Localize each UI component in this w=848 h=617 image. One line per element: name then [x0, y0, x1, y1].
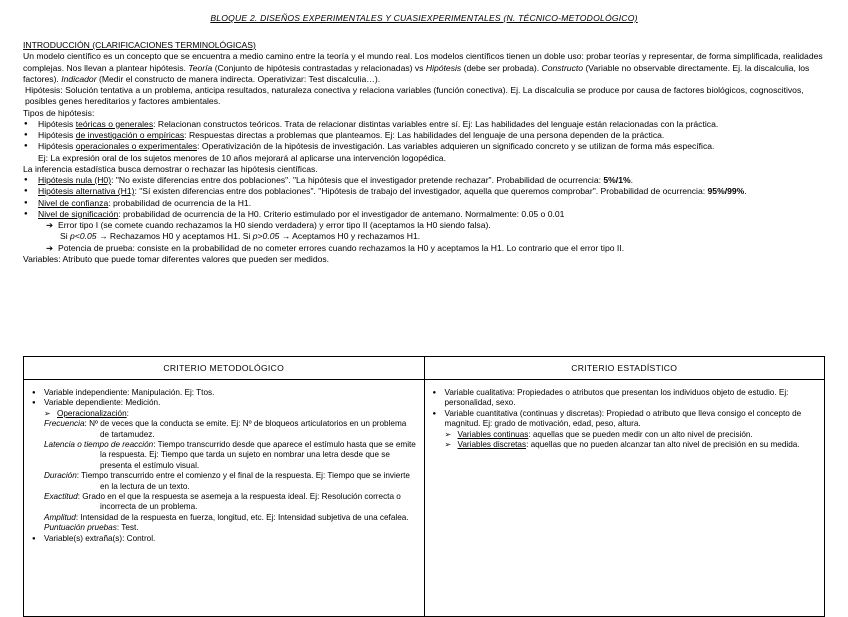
measure-amplitude	[44, 513, 418, 523]
hypothesis-types-label: Tipos de hipótesis:	[23, 107, 95, 118]
measure-test-score	[44, 523, 418, 533]
list-item	[23, 119, 823, 130]
arrow-icon: ➔	[46, 220, 54, 230]
arrowhead-icon: ➢	[444, 429, 452, 439]
measure-accuracy	[44, 492, 418, 513]
statistical-cell	[424, 380, 825, 617]
text-span: Hipótesis	[38, 130, 76, 140]
text-span: Potencia de prueba: consiste en la probabilidad de no cometer errores cuando rechazamos la H0 y aceptamos la H1. Lo contrario que el error tipo II.	[58, 242, 625, 253]
term-teoria: Teoría	[188, 62, 213, 73]
measure-duration	[44, 471, 418, 492]
text-span: : Intensidad de la respuesta en fuerza, longitud, etc. Ej: Intensidad subjetiva de una cefalea.	[75, 512, 409, 522]
list-item	[431, 409, 819, 451]
text-span: : Operativización de la hipótesis de investigación. Las variables adquieren un significado concreto y se utilizan de forma más específica.	[197, 141, 715, 152]
text-span: (Conjunto de hipótesis contrastadas y relacionadas) vs	[212, 62, 426, 73]
text-span: :	[126, 408, 129, 418]
test-power	[23, 243, 823, 254]
measure-term: Exactitud	[44, 492, 78, 502]
list-item: ● Hipótesis alternativa (H1): "Sí existen diferencias entre dos poblaciones". "Hipótesis de trabajo del investigador, aquella que queremos comprobar". Probabilidad de ocurrencia: 95%/99%.	[23, 186, 823, 197]
underlined-term: Variables continuas	[457, 429, 529, 439]
measure-definitions	[44, 419, 418, 533]
underlined-term: Nivel de significación	[38, 208, 119, 219]
arrow-icon: ➔	[46, 242, 54, 253]
bold-value: 5%/1%	[603, 175, 631, 185]
text-span: Si	[60, 231, 71, 242]
list-item	[23, 141, 823, 152]
error-types	[23, 220, 823, 231]
measure-term: Duración	[44, 471, 77, 481]
arrowhead-icon: ➢	[44, 408, 51, 418]
continuous-variables	[445, 430, 819, 440]
list-item	[23, 130, 823, 141]
arrowhead-icon: ➢	[444, 440, 452, 450]
text-span: : probabilidad de ocurrencia de la H1.	[108, 197, 252, 208]
text-span: : Respuestas directas a problemas que planteamos. Ej: Las habilidades del lenguaje de una persona dependen de la práctica.	[184, 130, 665, 140]
measure-frequency	[44, 419, 418, 440]
underlined-term: de investigación o empíricas	[75, 130, 185, 140]
measure-term: Frecuencia	[44, 419, 85, 429]
underlined-term: Variables discretas	[457, 440, 527, 450]
list-item: ● Hipótesis nula (H0): "No existe diferencias entre dos poblaciones". "La hipótesis que el investigador pretende rechazar". Probabilidad de ocurrencia: 5%/1%.	[23, 175, 823, 186]
variables-definition: Variables: Atributo que puede tomar diferentes valores que pueden ser medidos.	[23, 253, 330, 264]
text-span: Variable cuantitativa (continuas y discretas): Propiedad o atributo que lleva consigo el concepto de magnitud. Ej: grado de motivación, edad, peso, altura.	[444, 408, 802, 429]
underlined-term: Hipótesis nula (H0)	[38, 175, 112, 185]
list-item: ● Variable cualitativa: Propiedades o atributos que presentan los individuos objeto de estudio. Ej: personalidad, sexo.	[431, 388, 819, 409]
text-span: (debe ser probada).	[461, 62, 542, 73]
text-span: : "Sí existen diferencias entre dos poblaciones". "Hipótesis de trabajo del investigador, aquella que queremos comprobar". Probabilidad de ocurrencia:	[134, 186, 708, 197]
text-span: : Tiempo transcurrido desde que aparece el estímulo hasta que se emite la respuesta. Ej: Tiempo que tarda un sujeto en nombrar una letra desde que se presenta el estímulo visual.	[100, 440, 416, 470]
column-header: CRITERIO ESTADÍSTICO	[424, 357, 825, 380]
underlined-term: teóricas o generales	[75, 118, 154, 129]
list-item	[23, 198, 823, 209]
text-span: : Grado en el que la respuesta se asemeja a la respuesta ideal. Ej: Resolución correcta o incorrecta de un problema.	[77, 492, 401, 512]
table-row	[24, 380, 825, 617]
inference-text: La inferencia estadística busca demostrar o rechazar las hipótesis científicas.	[23, 163, 318, 174]
intro-paragraph-models	[23, 51, 823, 85]
underlined-term: operacionales o experimentales	[75, 141, 198, 152]
intro-heading: INTRODUCCIÓN (CLARIFICACIONES TERMINOLÓGICAS)	[23, 40, 256, 50]
p-value: p<0.05	[70, 231, 97, 242]
text-span: : Tiempo transcurrido entre el comienzo y el final de la respuesta. Ej: Tiempo que se invierte en la lectura de un texto.	[76, 471, 410, 491]
text-span: : Nº de veces que la conducta se emite. Ej: Nº de bloqueos articulatorios en un problema de tartamudez.	[84, 419, 407, 439]
list-item	[23, 209, 823, 220]
text-span: Variable dependiente: Medición.	[44, 398, 161, 408]
criteria-table	[23, 356, 825, 617]
discrete-variables	[445, 440, 819, 450]
methodological-list	[30, 388, 418, 544]
list-item	[30, 398, 418, 533]
measure-latency	[44, 440, 418, 471]
list-item: ● Variable independiente: Manipulación. Ej: Ttos.	[30, 388, 418, 398]
text-span: : aquellas que se pueden medir con un alto nivel de precisión.	[528, 429, 753, 439]
operationalization-item	[44, 409, 418, 419]
bold-value: 95%/99%	[707, 186, 745, 197]
term-constructo: Constructo	[541, 62, 584, 73]
text-span: : "No existe diferencias entre dos poblaciones". "La hipótesis que el investigador pretende rechazar". Probabilidad de ocurrencia:	[111, 175, 604, 185]
table-header-row	[24, 357, 825, 380]
intro-section	[23, 40, 823, 265]
list-item: ● Variable(s) extraña(s): Control.	[30, 534, 418, 544]
measure-term: Puntuación pruebas	[44, 523, 117, 533]
p-value-rule	[23, 231, 823, 242]
text-span: → Aceptamos H0 y rechazamos H1.	[279, 231, 421, 242]
text-span: (Medir el constructo de manera indirecta. Operativizar: Test discalculia…).	[96, 73, 381, 84]
term-indicador: Indicador	[61, 73, 97, 84]
underlined-term: Operacionalización	[57, 408, 127, 418]
measure-term: Amplitud	[44, 512, 76, 522]
text-span: (Variable no observable directamente. Ej. la discalculia, los factores).	[23, 62, 810, 84]
hypothesis-example: Ej: La expresión oral de los sujetos menores de 10 años mejorará al aplicarse una intervención logopédica.	[38, 152, 446, 163]
text-span: : Test.	[116, 523, 139, 533]
methodological-cell	[24, 380, 425, 617]
underlined-term: Nivel de confianza	[38, 197, 109, 208]
statistical-list	[431, 388, 819, 450]
underlined-term: Hipótesis alternativa (H1)	[38, 186, 135, 197]
p-value: p>0.05	[252, 231, 280, 242]
text-span: Un modelo científico es un concepto que se encuentra a medio camino entre la teoría y el mundo real. Los modelos científicos tienen un doble uso: probar teorías y representar, de forma simplificada, realidades complejas. Nos llevan a plantear hipótesis.	[23, 51, 823, 73]
page-title: BLOQUE 2. DISEÑOS EXPERIMENTALES Y CUASIEXPERIMENTALES (N. TÉCNICO-METODOLÓGICO)	[210, 13, 638, 23]
text-span: Hipótesis	[38, 141, 76, 152]
column-header: CRITERIO METODOLÓGICO	[24, 357, 425, 380]
text-span: : Relacionan constructos teóricos. Trata de relacionar distintas variables entre sí. Ej: Las habilidades del lenguaje están relacionadas con la práctica.	[153, 118, 719, 129]
measure-term: Latencia o tiempo de reacción	[44, 440, 154, 450]
text-span: Error tipo I (se comete cuando rechazamos la H0 siendo verdadera) y error tipo II (aceptamos la H0 siendo falsa).	[58, 220, 491, 230]
text-span: → Rechazamos H0 y aceptamos H1. Si	[96, 231, 253, 242]
term-hipotesis: Hipótesis	[425, 62, 462, 73]
intro-paragraph-hypothesis: Hipótesis: Solución tentativa a un problema, anticipa resultados, naturaleza conectiva y relaciona variables (función conectiva). Ej. La discalculia se produce por causa de factores biológicos, cognoscitivos, posibles genes hereditarios y factores ambientales.	[25, 85, 804, 107]
text-span: : aquellas que no pueden alcanzar tan alto nivel de precisión en su medida.	[526, 440, 800, 450]
hypothesis-stats-list	[23, 175, 823, 220]
text-span: : probabilidad de ocurrencia de la H0. Criterio estimulado por el investigador de antemano. Normalmente: 0.05 o 0.01	[118, 208, 565, 219]
hypothesis-types-list	[23, 119, 823, 153]
text-span: Hipótesis	[38, 118, 76, 129]
